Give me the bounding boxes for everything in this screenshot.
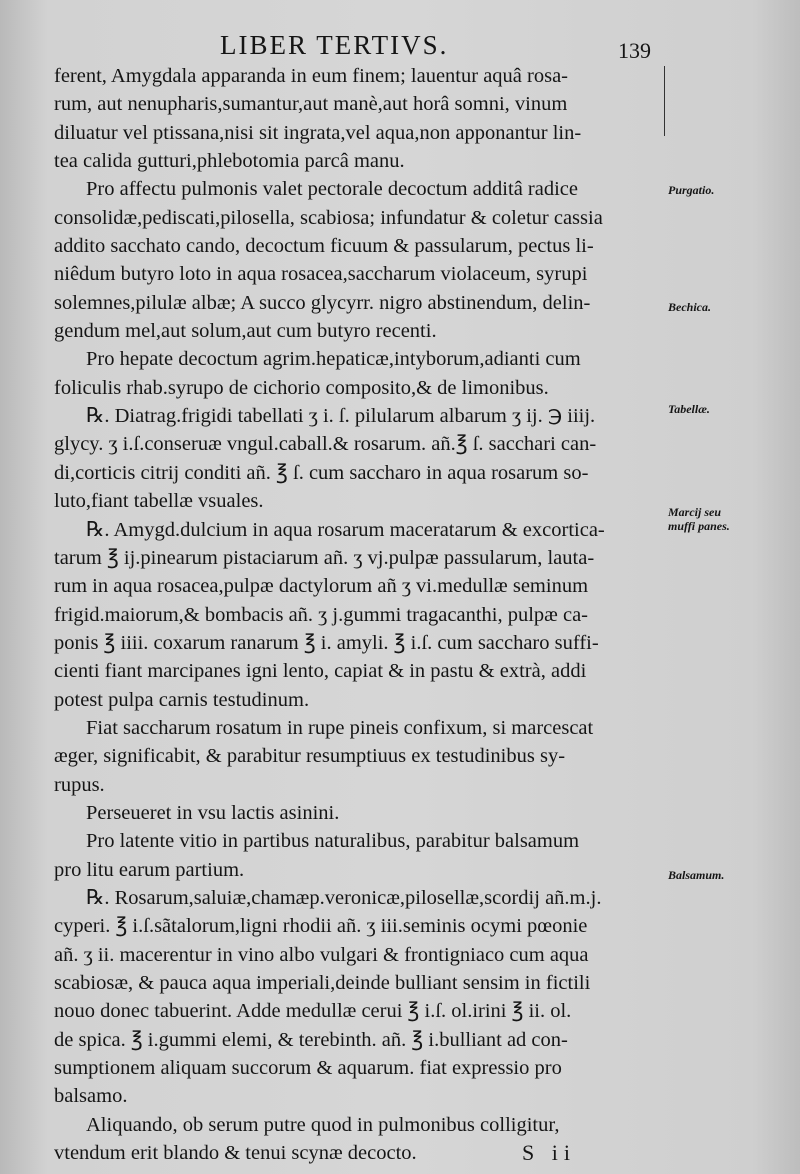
text-line: solemnes,pilulæ albæ; A succo glycyrr. nigro abstinendum, delin-: [54, 291, 591, 314]
text-line: potest pulpa carnis testudinum.: [54, 688, 310, 711]
text-line: luto,fiant tabellæ vsuales.: [54, 490, 264, 513]
text-line: niêdum butyro loto in aqua rosacea,saccharum violaceum, syrupi: [54, 263, 588, 286]
text-line: diluatur vel ptissana,nisi sit ingrata,vel aqua,non apponantur lin-: [54, 121, 582, 144]
text-line: sumptionem aliquam succorum & aquarum. fiat expressio pro: [54, 1057, 562, 1080]
text-line: Aliquando, ob serum putre quod in pulmonibus colligitur,: [86, 1113, 560, 1136]
text-line: rum in aqua rosacea,pulpæ dactylorum añ ʒ vi.medullæ seminum: [54, 575, 589, 598]
text-line: frigid.maiorum,& bombacis añ. ʒ j.gummi tragacanthi, pulpæ ca-: [54, 603, 589, 626]
text-line: tea calida gutturi,phlebotomia parcâ manu.: [54, 150, 405, 173]
text-line: foliculis rhab.syrupo de cichorio composito,& de limonibus.: [54, 376, 549, 399]
text-line: consolidæ,pediscati,pilosella, scabiosa; infundatur & coletur cassia: [54, 206, 603, 229]
text-line: ℞. Amygd.dulcium in aqua rosarum maceratarum & excortica-: [86, 518, 605, 541]
margin-note-tabellae: Tabellæ.: [668, 402, 710, 416]
text-line: de spica. ℥ i.gummi elemi, & terebinth. añ. ℥ i.bulliant ad con-: [54, 1028, 568, 1051]
text-line: scabiosæ, & pauca aqua imperiali,deinde bulliant sensim in fictili: [54, 972, 591, 994]
running-head: LIBER TERTIVS.: [220, 30, 449, 60]
margin-note-bechica: Bechica.: [668, 300, 711, 314]
text-line: ℞. Rosarum,saluiæ,chamæp.veronicæ,pilosellæ,scordij añ.m.j.: [86, 886, 602, 909]
body-text: [54, 62, 666, 1167]
text-line: addito sacchato cando, decoctum ficuum & passularum, pectus li-: [54, 235, 594, 258]
margin-note-balsamum: Balsamum.: [668, 868, 725, 882]
text-line: añ. ʒ ii. macerentur in vino albo vulgari & frontigniaco cum aqua: [54, 943, 589, 966]
text-line: glycy. ʒ i.ſ.conseruæ vngul.caball.& rosarum. añ.℥ ſ. sacchari can-: [54, 433, 597, 456]
page-number: 139: [618, 38, 651, 63]
text-line: Fiat saccharum rosatum in rupe pineis confixum, si marcescat: [86, 716, 594, 739]
text-line: æger, significabit, & parabitur resumptiuus ex testudinibus sy-: [54, 745, 566, 768]
text-line: ℞. Diatrag.frigidi tabellati ʒ i. ſ. pilularum albarum ʒ ij. ℈ iiij.: [86, 405, 596, 428]
text-line: tarum ℥ ij.pinearum pistaciarum añ. ʒ vj.pulpæ passularum, lauta-: [54, 546, 595, 569]
text-line: Perseueret in vsu lactis asinini.: [86, 801, 340, 824]
text-line: vtendum erit blando & tenui scynæ decocto.: [54, 1142, 417, 1165]
text-line: di,corticis citrij conditi añ. ℥ ſ. cum saccharo in aqua rosarum so-: [54, 461, 589, 484]
signature-mark: S ii: [522, 1140, 576, 1165]
text-line: ponis ℥ iiii. coxarum ranarum ℥ i. amyli. ℥ i.ſ. cum saccharo suffi-: [54, 631, 599, 654]
text-line: cyperi. ℥ i.ſ.sãtalorum,ligni rhodii añ. ʒ iii.seminis ocymi pœonie: [54, 915, 588, 938]
page-header: [0, 30, 800, 66]
margin-note-purgatio: Purgatio.: [668, 183, 715, 197]
text-line: Pro hepate decoctum agrim.hepaticæ,intyborum,adianti cum: [86, 348, 581, 371]
text-line: rum, aut nenupharis,sumantur,aut manè,aut horâ somni, vinum: [54, 93, 568, 116]
text-line: cienti fiant marcipanes igni lento, capiat & in pastu & extrà, addi: [54, 660, 587, 683]
text-line: pro litu earum partium.: [54, 858, 245, 881]
text-line: rupus.: [54, 773, 105, 796]
text-line: Pro affectu pulmonis valet pectorale decoctum additâ radice: [86, 178, 578, 201]
text-line: ferent, Amygdala apparanda in eum finem; lauentur aquâ rosa-: [54, 65, 569, 87]
text-line: balsamo.: [54, 1085, 128, 1108]
margin-note-marcipanes: Marcij seu muffi panes.: [668, 505, 730, 533]
text-line: Pro latente vitio in partibus naturalibus, parabitur balsamum: [86, 830, 580, 853]
text-line: gendum mel,aut solum,aut cum butyro recenti.: [54, 320, 437, 343]
text-line: nouo donec tabuerint. Adde medullæ cerui ℥ i.ſ. ol.irini ℥ ii. ol.: [54, 1000, 572, 1023]
